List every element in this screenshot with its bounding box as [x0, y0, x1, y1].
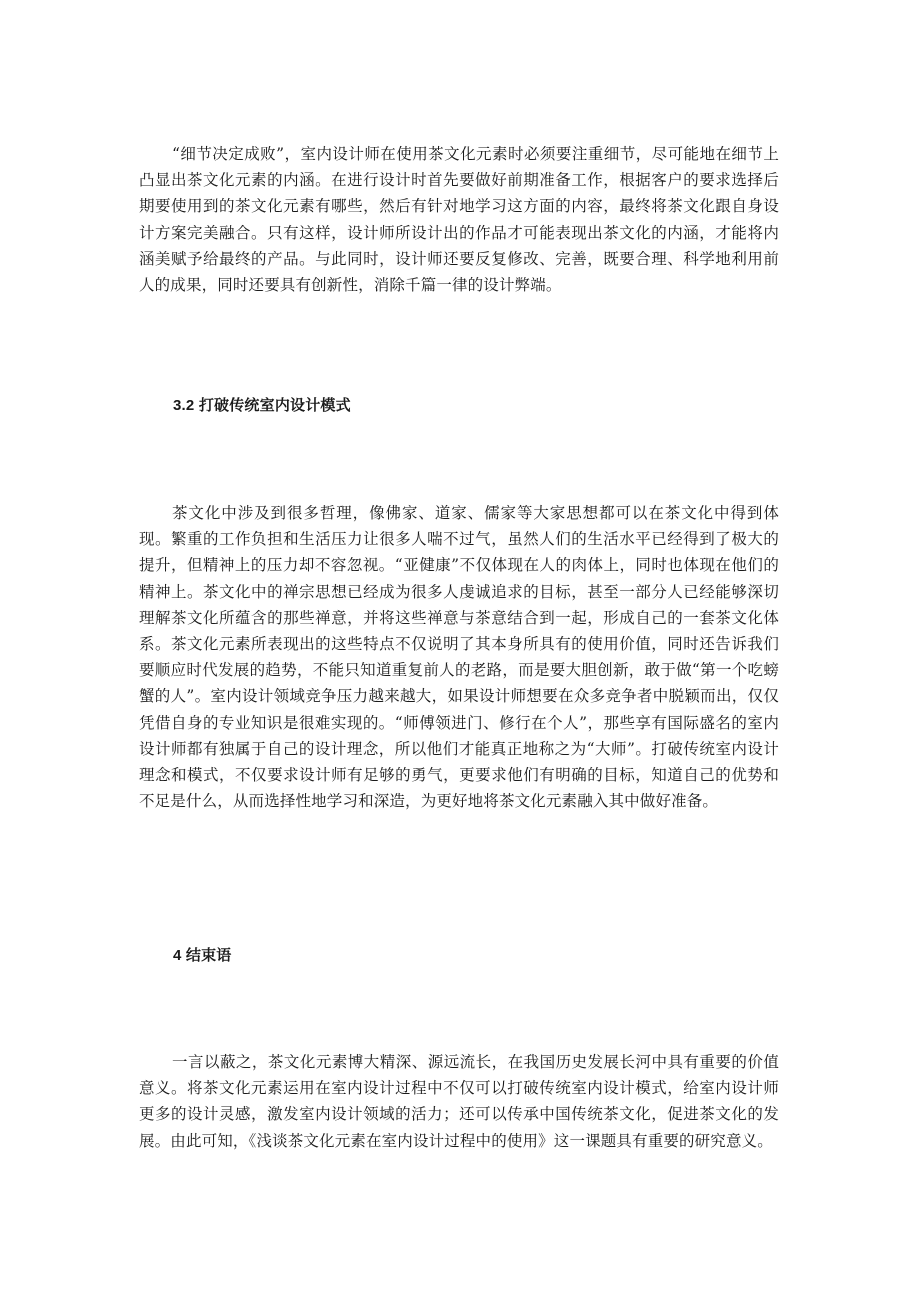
body-paragraph-conclusion: 一言以蔽之，茶文化元素博大精深、源远流长，在我国历史发展长河中具有重要的价值意义。将茶文化元素运用在室内设计过程中不仅可以打破传统室内设计模式，给室内设计师更多的设计灵感，激发室内设计领域的活力；还可以传承中国传统茶文化，促进茶文化的发展。由此可知，《浅谈茶文化元素在室内设计过程中的使用》这一课题具有重要的研究意义。: [139, 1053, 779, 1150]
section-heading-4: 4 结束语: [173, 947, 232, 964]
section-heading-3-2: 3.2 打破传统室内设计模式: [173, 397, 351, 414]
body-paragraph-break-tradition: 茶文化中涉及到很多哲理，像佛家、道家、儒家等大家思想都可以在茶文化中得到体现。繁重的工作负担和生活压力让很多人喘不过气，虽然人们的生活水平已经得到了极大的提升，但精神上的压力却不容忽视。“亚健康”不仅体现在人的肉体上，同时也体现在他们的精神上。茶文化中的禅宗思想已经成为很多人虔诚追求的目标，甚至一部分人已经能够深切理解茶文化所蕴含的那些禅意，并将这些禅意与茶意结合到一起，形成自己的一套茶文化体系。茶文化元素所表现出的这些特点不仅说明了其本身所具有的使用价值，同时还告诉我们要顺应时代发展的趋势，不能只知道重复前人的老路，而是要大胆创新，敢于做“第一个吃螃蟹的人”。室内设计领域竞争压力越来越大，如果设计师想要在众多竞争者中脱颖而出，仅仅凭借自身的专业知识是很难实现的。“师傅领进门、修行在个人”，那些享有国际盛名的室内设计师都有独属于自己的设计理念，所以他们才能真正地称之为“大师”。打破传统室内设计理念和模式，不仅要求设计师有足够的勇气，更要求他们有明确的目标，知道自己的优势和不足是什么，从而选择性地学习和深造，为更好地将茶文化元素融入其中做好准备。: [139, 504, 779, 811]
body-paragraph-details: “细节决定成败”，室内设计师在使用茶文化元素时必须要注重细节，尽可能地在细节上凸显出茶文化元素的内涵。在进行设计时首先要做好前期准备工作，根据客户的要求选择后期要使用到的茶文化元素有哪些，然后有针对地学习这方面的内容，最终将茶文化跟自身设计方案完美融合。只有这样，设计师所设计出的作品才可能表现出茶文化的内涵，才能将内涵美赋予给最终的产品。与此同时，设计师还要反复修改、完善，既要合理、科学地利用前人的成果，同时还要具有创新性，消除千篇一律的设计弊端。: [139, 145, 779, 295]
